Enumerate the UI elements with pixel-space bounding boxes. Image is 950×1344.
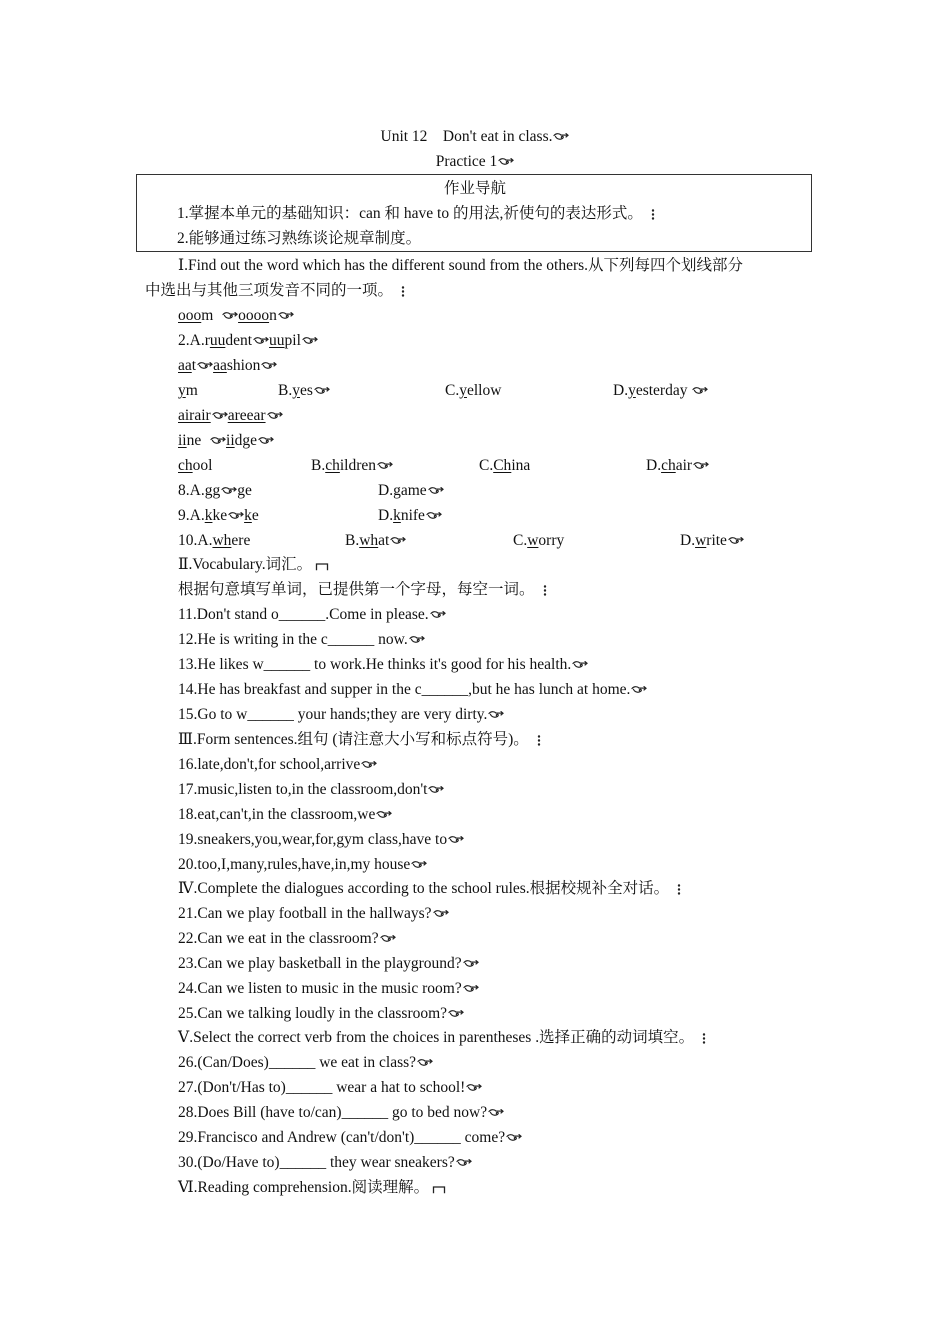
q8-prefix: 8.A. <box>178 482 205 499</box>
q8-option-d-tail: ame <box>400 482 427 499</box>
q8-option-b-underlined: g <box>237 482 245 499</box>
q10-prefix: 10.A. <box>178 532 213 549</box>
line-end-mark-icon <box>253 336 269 346</box>
question-20 <box>178 855 427 875</box>
page-title <box>0 127 950 147</box>
line-end-mark-icon <box>430 610 446 620</box>
q2-option-a-tail: dent <box>225 332 253 349</box>
section6-heading <box>178 1178 446 1198</box>
q1-option-b-tail: n <box>269 307 277 324</box>
line-end-mark-icon <box>572 660 588 670</box>
q4-option-d-underlined: y <box>628 382 636 399</box>
question-16-text: 16.late,don't,for school,arrive <box>178 756 361 773</box>
q2-prefix: 2.A.r <box>178 332 210 349</box>
question-17 <box>178 780 444 800</box>
line-end-mark-icon <box>488 1108 504 1118</box>
line-end-mark-icon <box>426 511 442 521</box>
line-end-mark-icon <box>728 536 744 546</box>
dots-mark-icon <box>700 1032 708 1044</box>
section2-heading <box>178 555 329 575</box>
dots-mark-icon <box>649 208 657 220</box>
section5-heading <box>178 1028 708 1048</box>
dots-mark-icon <box>675 883 683 895</box>
q7-option-d-label: D. <box>646 457 662 474</box>
section3-heading-text: Ⅲ.Form sentences.组句 (请注意大小写和标点符号)。 <box>178 731 529 748</box>
line-end-mark-icon <box>222 311 238 321</box>
q3-option-b-tail: shion <box>226 357 261 374</box>
section2-heading-text: Ⅱ.Vocabulary.词汇。 <box>178 556 313 573</box>
section1-intro-line2-text: 中选出与其他三项发音不同的一项。 <box>145 282 394 299</box>
question-13 <box>178 655 588 675</box>
guide-item-2: 2.能够通过练习熟练谈论规章制度。 <box>177 230 422 247</box>
q10-option-a-tail: ere <box>231 532 251 549</box>
section3-heading <box>178 730 543 750</box>
line-end-mark-icon <box>261 361 277 371</box>
question-27 <box>178 1078 482 1098</box>
dots-mark-icon <box>535 734 543 746</box>
question-1 <box>178 306 294 326</box>
line-end-mark-icon <box>411 860 427 870</box>
q7-option-c-tail: ina <box>511 457 531 474</box>
question-5 <box>178 406 283 426</box>
homework-guide-box <box>136 174 812 252</box>
q2-option-b-underlined: uu <box>269 332 285 349</box>
guide-item-1-text: 1.掌握本单元的基础知识：can 和 have to 的用法,祈使句的表达形式。 <box>177 205 643 222</box>
question-21 <box>178 904 449 924</box>
q7-option-c-label: C. <box>479 457 494 474</box>
q5-option-b-underlined: areear <box>227 407 266 424</box>
line-end-mark-icon <box>506 1133 522 1143</box>
question-25-text: 25.Can we talking loudly in the classroom? <box>178 1005 448 1022</box>
question-19-text: 19.sneakers,you,wear,for,gym class,have to <box>178 831 448 848</box>
q9-option-a-tail: ke <box>212 507 228 524</box>
question-23-text: 23.Can we play basketball in the playground? <box>178 955 462 972</box>
guide-heading: 作业导航 <box>443 180 506 197</box>
question-30-text: 30.(Do/Have to)______ they wear sneakers? <box>178 1154 455 1171</box>
title-text: Unit 12 Don't eat in class. <box>380 128 553 145</box>
q9-option-b-tail: e <box>251 507 259 524</box>
question-27-text: 27.(Don't/Has to)______ wear a hat to school! <box>178 1079 466 1096</box>
q7-option-b-tail: ildren <box>339 457 377 474</box>
q9-option-a-underlined: k <box>204 507 213 524</box>
line-end-mark-icon <box>278 311 294 321</box>
q8-option-d-label: D. <box>378 482 394 499</box>
q2-option-b-tail: pil <box>284 332 301 349</box>
line-end-mark-icon <box>228 511 244 521</box>
q1-option-a: ooo <box>178 307 202 324</box>
section4-heading <box>178 879 683 899</box>
line-end-mark-icon <box>210 436 226 446</box>
line-end-mark-icon <box>692 386 708 396</box>
q3-option-a-underlined: aa <box>178 357 192 374</box>
q8-option-a-underlined: g <box>204 482 213 499</box>
line-end-mark-icon <box>417 1058 433 1068</box>
question-6 <box>178 431 274 451</box>
line-end-mark-icon <box>463 984 479 994</box>
line-end-mark-icon <box>221 486 237 496</box>
line-end-mark-icon <box>380 934 396 944</box>
q10-option-d-tail: rite <box>706 532 727 549</box>
bracket-mark-icon <box>432 1184 446 1194</box>
q5-option-a-underlined: airair <box>178 407 211 424</box>
line-end-mark-icon <box>488 710 504 720</box>
q4-option-b-tail: es <box>299 382 313 399</box>
line-end-mark-icon <box>377 461 393 471</box>
section2-instruction-text: 根据句意填写单词，已提供第一个字母，每空一词。 <box>178 581 535 598</box>
section6-heading-text: Ⅵ.Reading comprehension.阅读理解。 <box>178 1179 430 1196</box>
question-4 <box>178 381 738 401</box>
q8-option-d-underlined: g <box>393 482 401 499</box>
question-11-text: 11.Don't stand o______.Come in please. <box>178 606 429 623</box>
line-end-mark-icon <box>212 411 228 421</box>
question-25 <box>178 1004 464 1024</box>
q1-option-a-tail: m <box>201 307 214 324</box>
line-end-mark-icon <box>456 1158 472 1168</box>
question-23 <box>178 954 479 974</box>
q10-option-a-underlined: wh <box>212 532 232 549</box>
q7-option-d-tail: air <box>675 457 693 474</box>
q4-option-d-tail: esterday <box>635 382 688 399</box>
question-9 <box>178 506 738 526</box>
q10-option-c-label: C. <box>513 532 528 549</box>
q10-option-b-underlined: wh <box>359 532 379 549</box>
q4-option-b-underlined: y <box>292 382 300 399</box>
section5-heading-text: Ⅴ.Select the correct verb from the choices in parentheses .选择正确的动词填空。 <box>178 1029 695 1046</box>
bracket-mark-icon <box>315 561 329 571</box>
section1-intro-line1: Ⅰ.Find out the word which has the different sound from the others.从下列每四个划线部分 <box>178 257 744 274</box>
question-12-text: 12.He is writing in the c______ now. <box>178 631 408 648</box>
question-2 <box>178 331 318 351</box>
q8-option-b-tail: e <box>244 482 252 499</box>
q9-option-d-underlined: k <box>393 507 401 524</box>
line-end-mark-icon <box>409 635 425 645</box>
q7-option-c-underlined: Ch <box>493 457 512 474</box>
question-26-text: 26.(Can/Does)______ we eat in class? <box>178 1054 417 1071</box>
question-14 <box>178 680 647 700</box>
question-22 <box>178 929 396 949</box>
question-7 <box>178 456 738 476</box>
q4-option-a-tail: m <box>185 382 198 399</box>
q7-option-a-underlined: ch <box>178 457 193 474</box>
q6-option-a-tail: ne <box>186 432 202 449</box>
line-end-mark-icon <box>693 461 709 471</box>
q4-option-a-underlined: y <box>178 382 186 399</box>
question-16 <box>178 755 377 775</box>
question-29 <box>178 1128 522 1148</box>
q4-option-c-label: C. <box>445 382 460 399</box>
question-28 <box>178 1103 504 1123</box>
q10-option-d-underlined: w <box>695 532 707 549</box>
question-13-text: 13.He likes w______ to work.He thinks it's good for his health. <box>178 656 572 673</box>
q1-option-b: oooo <box>238 307 270 324</box>
question-18 <box>178 805 392 825</box>
question-15-text: 15.Go to w______ your hands;they are very dirty. <box>178 706 488 723</box>
question-18-text: 18.eat,can't,in the classroom,we <box>178 806 376 823</box>
q7-option-b-underlined: ch <box>325 457 340 474</box>
line-end-mark-icon <box>553 132 569 142</box>
line-end-mark-icon <box>428 785 444 795</box>
line-end-mark-icon <box>448 1009 464 1019</box>
q9-option-d-tail: nife <box>400 507 425 524</box>
q9-option-b-underlined: k <box>244 507 252 524</box>
q9-option-d-label: D. <box>378 507 394 524</box>
line-end-mark-icon <box>361 760 377 770</box>
question-15 <box>178 705 504 725</box>
line-end-mark-icon <box>433 909 449 919</box>
question-10 <box>178 531 758 551</box>
line-end-mark-icon <box>376 810 392 820</box>
question-26 <box>178 1053 433 1073</box>
question-8 <box>178 481 738 501</box>
q9-prefix: 9.A. <box>178 507 205 524</box>
line-end-mark-icon <box>267 411 283 421</box>
q4-option-d-label: D. <box>613 382 629 399</box>
page-subtitle <box>0 152 950 172</box>
guide-item-1 <box>177 204 657 224</box>
dots-mark-icon <box>399 285 407 297</box>
subtitle-text: Practice 1 <box>435 153 498 170</box>
q4-option-b-label: B. <box>278 382 293 399</box>
q7-option-a-tail: ool <box>192 457 213 474</box>
section1-intro-line2 <box>145 281 407 301</box>
line-end-mark-icon <box>498 157 514 167</box>
line-end-mark-icon <box>631 685 647 695</box>
dots-mark-icon <box>541 584 549 596</box>
q7-option-b-label: B. <box>311 457 326 474</box>
line-end-mark-icon <box>428 486 444 496</box>
line-end-mark-icon <box>314 386 330 396</box>
question-17-text: 17.music,listen to,in the classroom,don't <box>178 781 428 798</box>
q10-option-b-label: B. <box>345 532 360 549</box>
section4-heading-text: Ⅳ.Complete the dialogues according to the school rules.根据校规补全对话。 <box>178 880 670 897</box>
question-20-text: 20.too,I,many,rules,have,in,my house <box>178 856 411 873</box>
question-3 <box>178 356 277 376</box>
question-22-text: 22.Can we eat in the classroom? <box>178 930 379 947</box>
line-end-mark-icon <box>258 436 274 446</box>
q3-option-b-underlined: aa <box>213 357 227 374</box>
question-12 <box>178 630 425 650</box>
line-end-mark-icon <box>448 835 464 845</box>
q7-option-d-underlined: ch <box>661 457 676 474</box>
question-11 <box>178 605 446 625</box>
q10-option-c-tail: orry <box>538 532 565 549</box>
q8-option-a-tail: g <box>212 482 221 499</box>
q4-option-c-underlined: y <box>459 382 467 399</box>
question-21-text: 21.Can we play football in the hallways? <box>178 905 432 922</box>
question-19 <box>178 830 464 850</box>
line-end-mark-icon <box>302 336 318 346</box>
q10-option-d-label: D. <box>680 532 696 549</box>
question-14-text: 14.He has breakfast and supper in the c______,but he has lunch at home. <box>178 681 631 698</box>
q6-option-b-underlined: ii <box>226 432 235 449</box>
question-24 <box>178 979 479 999</box>
line-end-mark-icon <box>463 959 479 969</box>
line-end-mark-icon <box>390 536 406 546</box>
question-28-text: 28.Does Bill (have to/can)______ go to bed now? <box>178 1104 488 1121</box>
line-end-mark-icon <box>197 361 213 371</box>
q6-option-b-tail: dge <box>234 432 258 449</box>
question-24-text: 24.Can we listen to music in the music room? <box>178 980 462 997</box>
q3-option-a-tail: t <box>191 357 197 374</box>
q10-option-c-underlined: w <box>527 532 539 549</box>
question-30 <box>178 1153 472 1173</box>
line-end-mark-icon <box>466 1083 482 1093</box>
q10-option-b-tail: at <box>378 532 390 549</box>
question-29-text: 29.Francisco and Andrew (can't/don't)______ come? <box>178 1129 506 1146</box>
q2-option-a-underlined: uu <box>209 332 226 349</box>
q4-option-c-tail: ellow <box>466 382 502 399</box>
section2-instruction <box>178 580 549 600</box>
q6-option-a-underlined: ii <box>178 432 187 449</box>
